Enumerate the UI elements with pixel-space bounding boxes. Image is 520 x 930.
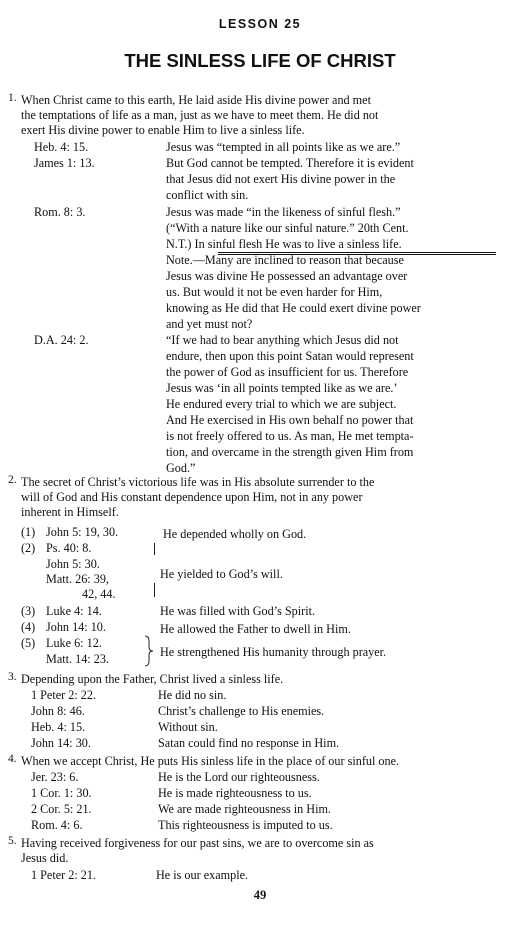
reference-text: Satan could find no response in Him. xyxy=(158,736,340,750)
scripture-reference: Rom. 4: 6. xyxy=(31,818,83,832)
paragraph-line: Having received forgiveness for our past sins, we are to overcome sin as xyxy=(21,836,374,850)
scripture-reference: John 5: 19, 30. xyxy=(46,525,119,539)
paragraph-line: Jesus did. xyxy=(21,851,69,865)
reference-text: and yet must not? xyxy=(166,317,253,331)
item-number: (3) xyxy=(21,604,36,618)
scripture-reference: Heb. 4: 15. xyxy=(31,720,86,734)
scripture-reference: Jer. 23: 6. xyxy=(31,770,79,784)
reference-text: He is our example. xyxy=(156,868,249,882)
item-number: (2) xyxy=(21,541,36,555)
reference-text: knowing as He did that He could exert divine power xyxy=(166,301,421,315)
scripture-reference: 42, 44. xyxy=(82,587,116,601)
paragraph-line: inherent in Himself. xyxy=(21,505,119,519)
brace-icon xyxy=(144,635,154,667)
reference-text: Jesus was made “in the likeness of sinful flesh.” xyxy=(166,205,401,219)
reference-text: Christ’s challenge to His enemies. xyxy=(158,704,325,718)
page-title: THE SINLESS LIFE OF CHRIST xyxy=(124,50,396,71)
scripture-reference: James 1: 13. xyxy=(34,156,95,170)
scripture-reference: 1 Peter 2: 21. xyxy=(31,868,96,882)
item-text: He was filled with God’s Spirit. xyxy=(160,604,316,618)
section-number: 2. xyxy=(8,474,17,486)
section-number: 3. xyxy=(8,671,17,683)
page-number: 49 xyxy=(253,888,267,902)
reference-text: conflict with sin. xyxy=(166,188,249,202)
lesson-heading: LESSON 25 xyxy=(218,17,302,31)
reference-text: Jesus was “tempted in all points like as we are.” xyxy=(166,140,401,154)
reference-text: But God cannot be tempted. Therefore it is evident xyxy=(166,156,414,170)
item-number: (5) xyxy=(21,636,36,650)
reference-text: Without sin. xyxy=(158,720,218,734)
paragraph-line: Depending upon the Father, Christ lived a sinless life. xyxy=(21,672,284,686)
reference-text: And He exercised in His own behalf no power that xyxy=(166,413,414,427)
reference-text: We are made righteousness in Him. xyxy=(158,802,331,816)
reference-text: Jesus was ‘in all points tempted like as we are.’ xyxy=(166,381,398,395)
reference-text: Note.—Many are inclined to reason that because xyxy=(166,253,404,267)
reference-text: that Jesus did not exert His divine power in the xyxy=(166,172,396,186)
item-text: He strengthened His humanity through prayer. xyxy=(160,645,387,659)
bracket-line xyxy=(154,583,155,597)
reference-text: Jesus was divine He possessed an advantage over xyxy=(166,269,408,283)
scripture-reference: D.A. 24: 2. xyxy=(34,333,89,347)
reference-text: the power of God as insufficient for us. Therefore xyxy=(166,365,409,379)
item-text: He allowed the Father to dwell in Him. xyxy=(160,622,351,636)
scripture-reference: Heb. 4: 15. xyxy=(34,140,89,154)
scripture-reference: 1 Peter 2: 22. xyxy=(31,688,96,702)
item-text: He yielded to God’s will. xyxy=(160,567,283,581)
paragraph-line: The secret of Christ’s victorious life was in His absolute surrender to the xyxy=(21,475,375,489)
item-number: (4) xyxy=(21,620,36,634)
reference-text: He is made righteousness to us. xyxy=(158,786,312,800)
reference-text: tion, and overcame in the strength given Him from xyxy=(166,445,414,459)
paragraph-line: will of God and His constant dependence upon Him, not in any power xyxy=(21,490,363,504)
reference-text: God.” xyxy=(166,461,196,475)
scripture-reference: 2 Cor. 5: 21. xyxy=(31,802,92,816)
reference-text: He is the Lord our righteousness. xyxy=(158,770,320,784)
scripture-reference: Matt. 26: 39, xyxy=(46,572,109,586)
scripture-reference: Matt. 14: 23. xyxy=(46,652,109,666)
paragraph-line: the temptations of life as a man, just as we have to meet them. He did not xyxy=(21,108,379,122)
scripture-reference: John 8: 46. xyxy=(31,704,85,718)
paragraph-line: When we accept Christ, He puts His sinless life in the place of our sinful one. xyxy=(21,754,400,768)
reference-text: He endured every trial to which we are subject. xyxy=(166,397,397,411)
scripture-reference: John 14: 30. xyxy=(31,736,91,750)
scripture-reference: 1 Cor. 1: 30. xyxy=(31,786,92,800)
reference-text: is not freely offered to us. As man, He met tempta- xyxy=(166,429,414,443)
scripture-reference: Luke 4: 14. xyxy=(46,604,102,618)
reference-text-underlined: N.T.) In sinful flesh He was to live a sinless life. xyxy=(166,237,402,251)
paragraph-line: When Christ came to this earth, He laid aside His divine power and met xyxy=(21,93,371,107)
section-number: 1. xyxy=(8,92,17,104)
item-number: (1) xyxy=(21,525,36,539)
scripture-reference: John 14: 10. xyxy=(46,620,106,634)
reference-text: This righteousness is imputed to us. xyxy=(158,818,333,832)
reference-text: us. But would it not be even harder for Him, xyxy=(166,285,383,299)
bracket-line xyxy=(154,543,155,555)
section-number: 5. xyxy=(8,835,17,847)
scripture-reference: Luke 6: 12. xyxy=(46,636,102,650)
paragraph-line: exert His divine power to enable Him to live a sinless life. xyxy=(21,123,305,137)
reference-text: endure, then upon this point Satan would represent xyxy=(166,349,414,363)
scripture-reference: Ps. 40: 8. xyxy=(46,541,92,555)
scripture-reference: John 5: 30. xyxy=(46,557,100,571)
item-text: He depended wholly on God. xyxy=(163,527,307,541)
section-number: 4. xyxy=(8,753,17,765)
reference-text: “If we had to bear anything which Jesus did not xyxy=(166,333,399,347)
scripture-reference: Rom. 8: 3. xyxy=(34,205,86,219)
reference-text: He did no sin. xyxy=(158,688,227,702)
reference-text: (“With a nature like our sinful nature.” 20th Cent. xyxy=(166,221,409,235)
